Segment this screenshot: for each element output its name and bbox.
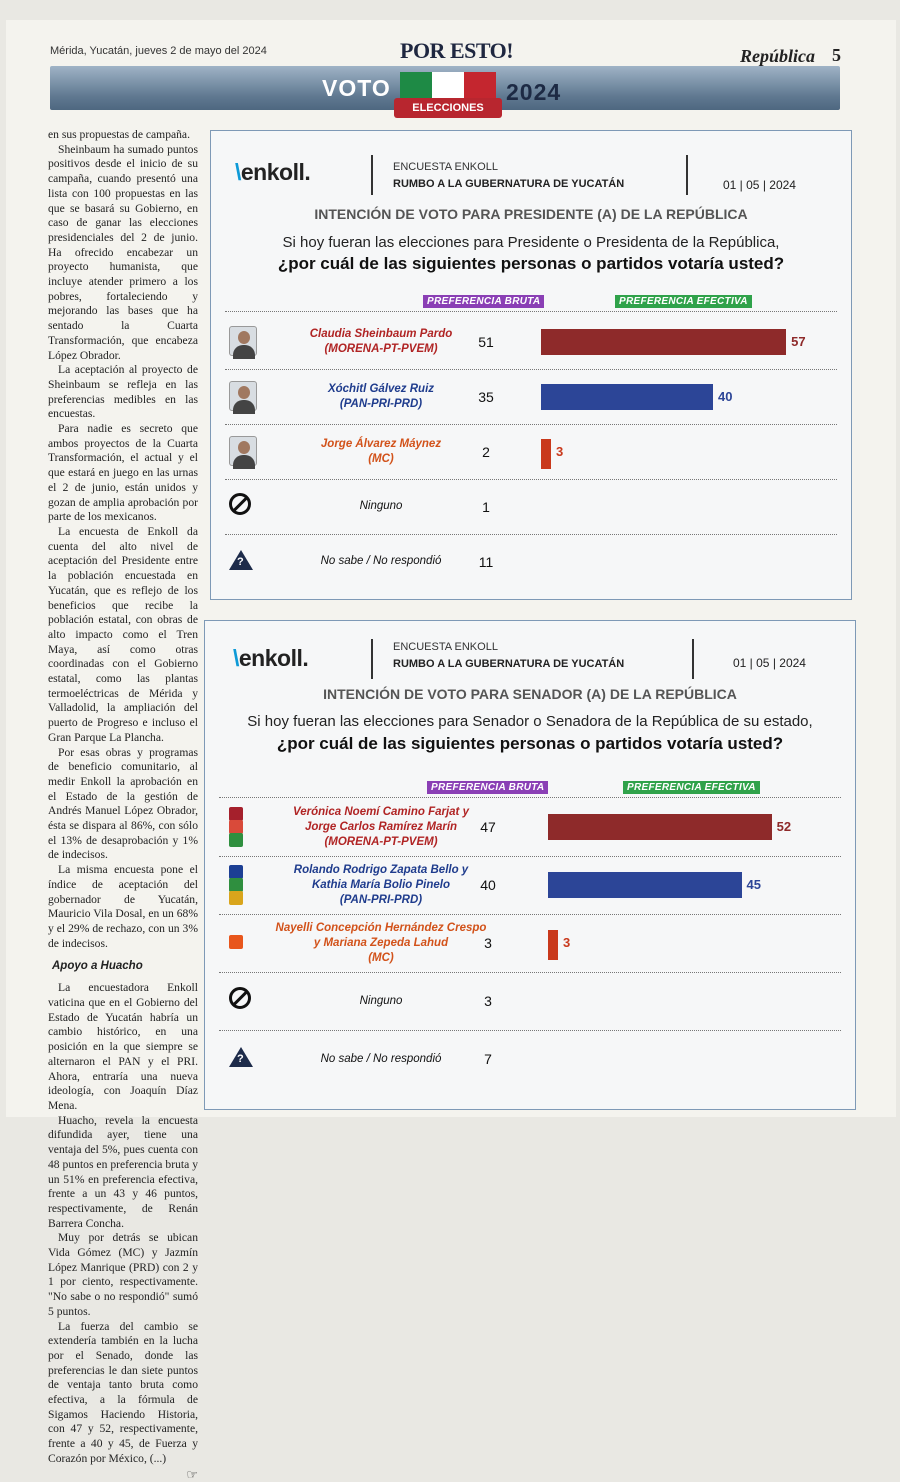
candidate-name-line: Claudia Sheinbaum Pardo	[309, 327, 453, 340]
elecciones-ribbon: ELECCIONES	[394, 98, 502, 118]
preferencia-efectiva-value: 40	[718, 388, 733, 404]
candidate-name	[271, 327, 491, 357]
row-divider	[225, 479, 837, 480]
row-divider	[219, 914, 841, 915]
poll-senate-panel	[204, 620, 856, 1110]
row-divider	[219, 972, 841, 973]
row-divider	[225, 369, 837, 370]
preferencia-bruta-value: 51	[478, 333, 494, 350]
party-logo	[229, 833, 243, 847]
preferencia-bruta-value: 3	[484, 993, 492, 1009]
article-paragraph: Por esas obras y programas de beneficio comunitario, al medir Enkoll la aprobación en el Estado de la gestión de Andrés Manuel López Obrador, ésta se dispara al 86%, con sólo el 13% de desaprobación y 1% de indecisos.	[48, 745, 198, 862]
tag-preferencia-efectiva: PREFERENCIA EFECTIVA	[623, 781, 760, 794]
banner-year-text: 2024	[506, 79, 562, 105]
article-paragraph: Muy por detrás se ubican Vida Gómez (MC) y Jazmín López Manrique (PRD) con 2 y 1 por ciento, respectivamente. "No sabe o no respondió" sumó 5 puntos.	[48, 1231, 198, 1318]
preferencia-bruta-value: 47	[480, 819, 496, 835]
candidate-name	[271, 499, 491, 514]
party-logo	[229, 891, 243, 905]
preferencia-bruta-value: 7	[484, 1051, 492, 1067]
question-triangle-icon: ?	[229, 550, 253, 570]
candidate-name-line: (PAN-PRI-PRD)	[339, 893, 423, 906]
preferencia-efectiva-bar	[548, 930, 558, 960]
article-paragraph: Sheinbaum ha sumado puntos positivos desde el inicio de su campaña, cuando presentó una lista con 100 propuestas en las que se basará su Gobierno, en caso de ganar las elecciones presidenciales del 2 de junio. Ha ofrecido encabezar un proyecto humanista, que incluye atender primero a los pobres, fortaleciendo y mejorando las bases que ha sentado la Cuarta Transformación, que encabeza López Obrador.	[48, 142, 198, 362]
preferencia-efectiva-value: 57	[791, 333, 806, 349]
candidate-name-line: Jorge Carlos Ramírez Marín	[304, 820, 458, 833]
survey-title: RUMBO A LA GUBERNATURA DE YUCATÁN	[393, 658, 625, 670]
preferencia-efectiva-value: 52	[776, 819, 792, 834]
preferencia-bruta-value: 40	[480, 877, 496, 893]
newspaper-logo: POR ESTO!	[400, 38, 514, 63]
preferencia-efectiva-bar	[548, 872, 742, 898]
candidate-name-line: Xóchitl Gálvez Ruiz	[327, 382, 435, 395]
survey-date: 01 | 05 | 2024	[723, 178, 796, 192]
divider	[692, 639, 694, 679]
article-column	[48, 128, 198, 1482]
party-logo	[229, 878, 243, 892]
party-logo-mc-icon	[229, 923, 245, 963]
preferencia-efectiva-bar	[541, 439, 551, 469]
article-paragraph: La misma encuesta pone el índice de aceptación del gobernador de Yucatán, Mauricio Vila Dosal, en un 68% y el 29% de rechazo, con un 3% de indecisos.	[48, 863, 198, 950]
candidate-name-line: (MC)	[368, 951, 394, 964]
article-paragraph: La encuestadora Enkoll vaticina que en el Gobierno del Estado de Yucatán habría un cambio histórico, en una posición en la que siempre se alternaron el PAN y el PRI. Ahora, entraría una nueva ideología, con Joaquín Díaz Mena.	[48, 981, 198, 1112]
poll-question: Si hoy fueran las elecciones para Senador o Senadora de la República de su estado,	[247, 713, 813, 730]
preferencia-efectiva-bar	[548, 814, 772, 840]
candidate-name	[261, 921, 501, 966]
candidate-name	[271, 437, 491, 467]
enkoll-logo: \enkoll.	[235, 159, 311, 185]
candidate-name-line: (PAN-PRI-PRD)	[339, 397, 423, 410]
row-divider	[219, 797, 841, 798]
candidate-name-line: Ninguno	[359, 500, 403, 512]
preferencia-bruta-value: 11	[478, 553, 494, 570]
article-paragraph: La aceptación al proyecto de Sheinbaum se refleja en las preferencias medibles en las encuestas.	[48, 363, 198, 421]
survey-title: RUMBO A LA GUBERNATURA DE YUCATÁN	[393, 178, 625, 190]
article-paragraph: en sus propuestas de campaña.	[48, 128, 190, 141]
survey-kicker: ENCUESTA ENKOLL	[393, 641, 498, 653]
no-symbol-icon	[229, 987, 251, 1009]
tag-preferencia-bruta: PREFERENCIA BRUTA	[427, 781, 548, 794]
article-subhead: Apoyo a Huacho	[52, 960, 143, 973]
row-divider	[225, 424, 837, 425]
candidate-photo-icon	[229, 436, 257, 466]
divider	[686, 155, 688, 195]
poll-president-panel	[210, 130, 852, 600]
candidate-name-line: Verónica Noemí Camino Farjat y	[293, 805, 469, 818]
candidate-name	[261, 863, 501, 908]
page-number: 5	[832, 45, 841, 65]
survey-kicker: ENCUESTA ENKOLL	[393, 161, 498, 173]
enkoll-logo: \enkoll.	[233, 645, 309, 671]
candidate-name-line: (MORENA-PT-PVEM)	[324, 342, 438, 355]
candidate-name-line: y Mariana Zepeda Lahud	[313, 936, 449, 949]
candidate-name	[261, 994, 501, 1009]
poll-heading: INTENCIÓN DE VOTO PARA PRESIDENTE (A) DE LA REPÚBLICA	[314, 206, 748, 222]
tag-preferencia-efectiva: PREFERENCIA EFECTIVA	[615, 295, 752, 308]
candidate-name-line: (MC)	[368, 452, 394, 465]
preferencia-bruta-value: 2	[482, 443, 490, 460]
candidate-name-line: Nayelli Concepción Hernández Crespo	[275, 921, 487, 934]
question-triangle-icon: ?	[229, 1047, 253, 1067]
preferencia-efectiva-bar	[541, 329, 786, 355]
preferencia-bruta-value: 35	[478, 388, 494, 405]
section-name: República	[740, 46, 815, 66]
dateline: Mérida, Yucatán, jueves 2 de mayo del 2024	[50, 45, 267, 57]
no-symbol-icon	[229, 493, 251, 515]
candidate-name-line: Ninguno	[359, 994, 403, 1007]
party-logo	[229, 865, 243, 879]
party-logo	[229, 807, 243, 821]
banner-voto-text: VOTO	[322, 75, 391, 101]
candidate-name-line: (MORENA-PT-PVEM)	[324, 835, 438, 848]
candidate-name	[261, 805, 501, 850]
poll-heading: INTENCIÓN DE VOTO PARA SENADOR (A) DE LA REPÚBLICA	[323, 686, 737, 702]
candidate-name-line: No sabe / No respondió	[320, 555, 442, 567]
candidate-name	[271, 382, 491, 412]
poll-question-emphasis: ¿por cuál de las siguientes personas o partidos votaría usted?	[276, 734, 784, 753]
row-divider	[219, 856, 841, 857]
preferencia-efectiva-value: 3	[563, 935, 571, 950]
survey-date: 01 | 05 | 2024	[733, 656, 806, 670]
candidate-name	[271, 554, 491, 569]
candidate-name-line: Rolando Rodrigo Zapata Bello y	[293, 863, 469, 876]
preferencia-efectiva-value: 45	[746, 877, 761, 892]
candidate-name-line: Jorge Álvarez Máynez	[320, 437, 442, 450]
row-divider	[225, 311, 837, 312]
party-logos-icon	[229, 865, 245, 905]
article-paragraph: La fuerza del cambio se extendería también en la lucha por el Senado, donde las preferencias le dan siete puntos de ventaja tanto bruta como efectiva, a la fórmula de Sigamos Haciendo Historia, con 47 y 52, respectivamente, frente a 40 y 45, de Fuerza y Corazón por México, (...)	[48, 1319, 198, 1465]
divider	[371, 155, 373, 195]
party-logo	[229, 820, 243, 834]
pointing-hand-icon: ☞	[186, 1466, 198, 1482]
candidate-photo-icon	[229, 326, 257, 356]
preferencia-efectiva-value: 3	[556, 443, 564, 459]
preferencia-bruta-value: 1	[482, 498, 490, 515]
preferencia-bruta-value: 3	[484, 935, 492, 951]
article-paragraph: La encuesta de Enkoll da cuenta del alto nivel de aceptación del Presidente entre la población encuestada en Yucatán, que es reflejo de los beneficios que recibe la población estatal, con obras de alto impacto como el Tren Maya, así como otras coordinadas con el Gobierno estatal, como las plantas termoeléctricas de Mérida y Valladolid, la ampliación del puerto de Progreso e incluso el Gran Parque La Plancha.	[48, 524, 198, 744]
tag-preferencia-bruta: PREFERENCIA BRUTA	[423, 295, 544, 308]
article-paragraph: Para nadie es secreto que ambos proyectos de la Cuarta Transformación, el actual y el que estará en juego en las urnas el 2 de junio, están unidos y gozan de amplia aprobación por parte de los mexicanos.	[48, 422, 198, 524]
party-logo	[229, 935, 243, 949]
candidate-name	[261, 1052, 501, 1067]
row-divider	[219, 1030, 841, 1031]
preferencia-efectiva-bar	[541, 384, 713, 410]
row-divider	[225, 534, 837, 535]
candidate-photo-icon	[229, 381, 257, 411]
candidate-name-line: Kathia María Bolio Pinelo	[311, 878, 451, 891]
poll-question-emphasis: ¿por cuál de las siguientes personas o partidos votaría usted?	[277, 254, 785, 273]
candidate-name-line: No sabe / No respondió	[320, 1052, 442, 1065]
divider	[371, 639, 373, 679]
poll-question: Si hoy fueran las elecciones para Presidente o Presidenta de la República,	[282, 234, 780, 251]
article-paragraph: Huacho, revela la encuesta difundida ayer, tiene una ventaja del 5%, pues cuenta con 48 puntos en preferencia bruta y un 51% en preferencia efectiva, frente a un 43 y 46 puntos, respectivamente, de Renán Barrera Concha.	[48, 1113, 198, 1230]
party-logos-icon	[229, 807, 245, 847]
